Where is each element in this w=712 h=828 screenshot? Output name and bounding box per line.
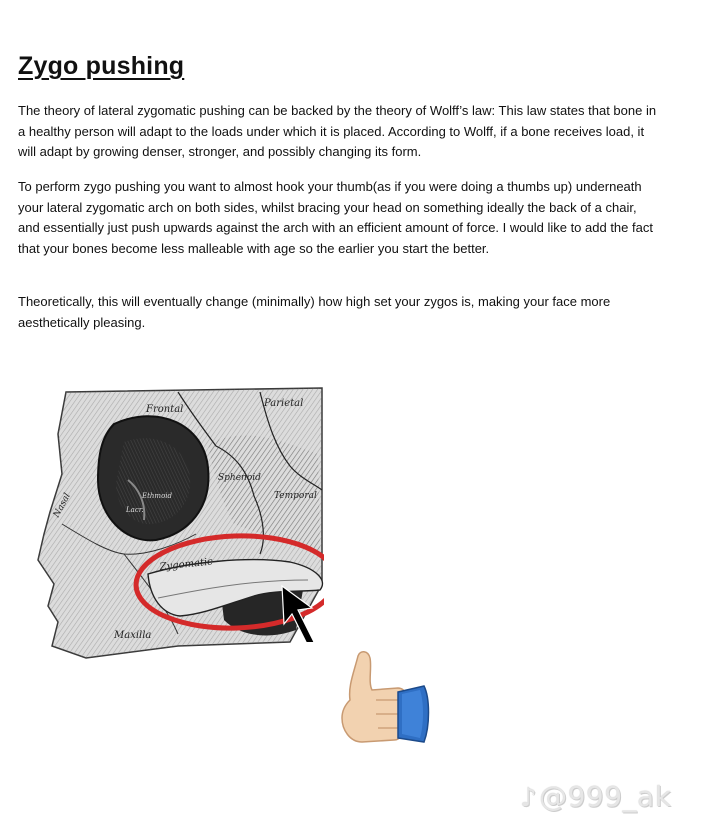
page-title: Zygo pushing: [18, 52, 185, 80]
skull-illustration: [28, 384, 324, 660]
paragraph-conclusion: Theoretically, this will eventually change (minimally) how high set your zygos is, making your face more aesthetically pleasing.: [18, 294, 611, 330]
label-ethmoid: Ethmoid: [142, 492, 173, 500]
label-parietal: Parietal: [264, 398, 304, 409]
paragraph-wolffs-law: The theory of lateral zygomatic pushing can be backed by the theory of Wolff’s law: This law states that bone in a healthy person will adapt to the loads under which it is placed. According to Wolff, if a bone receives load, it will adapt by growing denser, stronger, and possibly changing its form.: [18, 103, 657, 160]
label-lacr: Lacr.: [126, 506, 144, 514]
watermark-handle: @999_ak: [539, 780, 672, 813]
label-zygomatic: Zygomatic: [159, 556, 214, 573]
label-maxilla: Maxilla: [114, 630, 152, 641]
label-frontal: Frontal: [146, 404, 184, 415]
thumbs-up-icon: [306, 642, 454, 758]
paragraph-instructions: To perform zygo pushing you want to almost hook your thumb(as if you were doing a thumbs up) underneath your lateral zygomatic arch on both sides, whilst bracing your head on something ideally the back of a chair, and essentially just push upwards against the arch with an efficient amount of force. I would like to add the fact that your bones become less malleable with age so the earlier you start the better.: [18, 179, 653, 257]
tiktok-icon: ♪: [520, 783, 538, 813]
label-sphenoid: Sphenoid: [218, 473, 261, 483]
label-temporal: Temporal: [274, 491, 317, 501]
label-nasal: Nasal: [51, 491, 73, 520]
tiktok-watermark: [520, 780, 671, 813]
